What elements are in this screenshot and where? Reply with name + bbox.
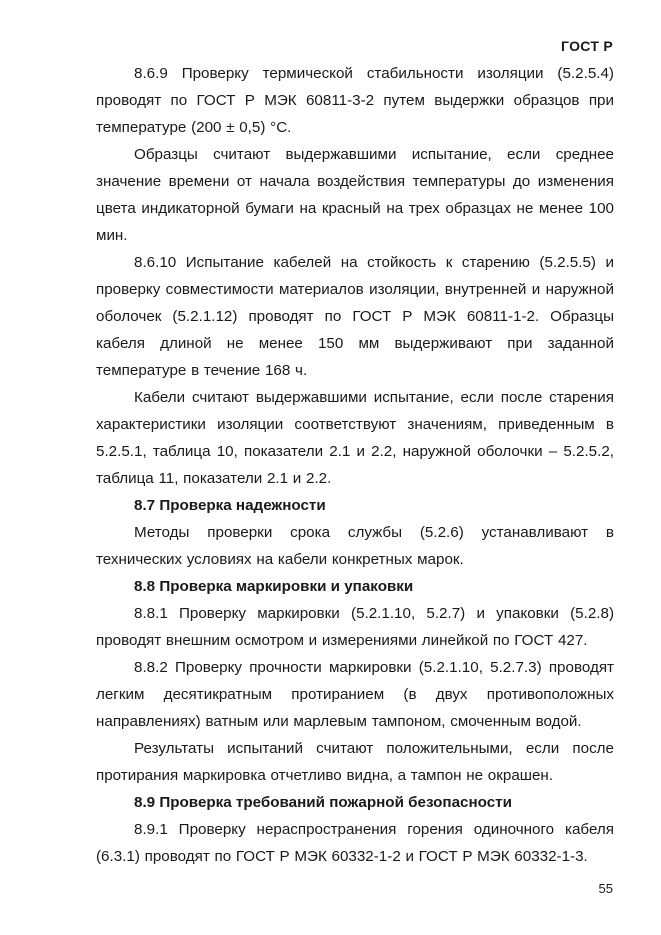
- paragraph-8-8-2-result: Результаты испытаний считают положительными, если после протирания маркировка отчетливо видна, а тампон не окрашен.: [96, 740, 614, 784]
- paragraph-8-6-9: 8.6.9 Проверку термической стабильности изоляции (5.2.5.4) проводят по ГОСТ Р МЭК 60811-3-2 путем выдержки образцов при температуре (200 ± 0,5) °С.: [96, 65, 614, 136]
- paragraph-8-6-10-result: Кабели считают выдержавшими испытание, если после старения характеристики изоляции соответствуют значениям, приведенным в 5.2.5.1, таблица 10, показатели 2.1 и 2.2, наружной оболочки – 5.2.5.2, таблица 11, показатели 2.1 и 2.2.: [96, 389, 614, 487]
- paragraph-8-8-1: 8.8.1 Проверку маркировки (5.2.1.10, 5.2.7) и упаковки (5.2.8) проводят внешним осмотром и измерениями линейкой по ГОСТ 427.: [96, 605, 614, 649]
- section-heading-8-9: 8.9 Проверка требований пожарной безопасности: [134, 794, 512, 811]
- section-heading-8-8: 8.8 Проверка маркировки и упаковки: [134, 578, 414, 595]
- document-code-header: ГОСТ Р: [561, 38, 613, 54]
- paragraph-8-6-9-result: Образцы считают выдержавшими испытание, если среднее значение времени от начала воздействия температуры до изменения цвета индикаторной бумаги на красный на трех образцах не менее 100 мин.: [96, 146, 614, 244]
- section-heading-8-7: 8.7 Проверка надежности: [134, 497, 326, 514]
- paragraph-8-8-2: 8.8.2 Проверку прочности маркировки (5.2.1.10, 5.2.7.3) проводят легким десятикратным протиранием (в двух противоположных направлениях) ватным или марлевым тампоном, смоченным водой.: [96, 659, 614, 730]
- paragraph-8-7: Методы проверки срока службы (5.2.6) устанавливают в технических условиях на кабели конкретных марок.: [96, 524, 614, 568]
- document-body: [96, 60, 614, 870]
- page-number: 55: [598, 881, 613, 896]
- paragraph-8-9-1: 8.9.1 Проверку нераспространения горения одиночного кабеля (6.3.1) проводят по ГОСТ Р МЭК 60332-1-2 и ГОСТ Р МЭК 60332-1-3.: [96, 821, 614, 865]
- paragraph-8-6-10: 8.6.10 Испытание кабелей на стойкость к старению (5.2.5.5) и проверку совместимости материалов изоляции, внутренней и наружной оболочек (5.2.1.12) проводят по ГОСТ Р МЭК 60811-1-2. Образцы кабеля длиной не менее 150 мм выдерживают при заданной температуре в течение 168 ч.: [96, 254, 614, 379]
